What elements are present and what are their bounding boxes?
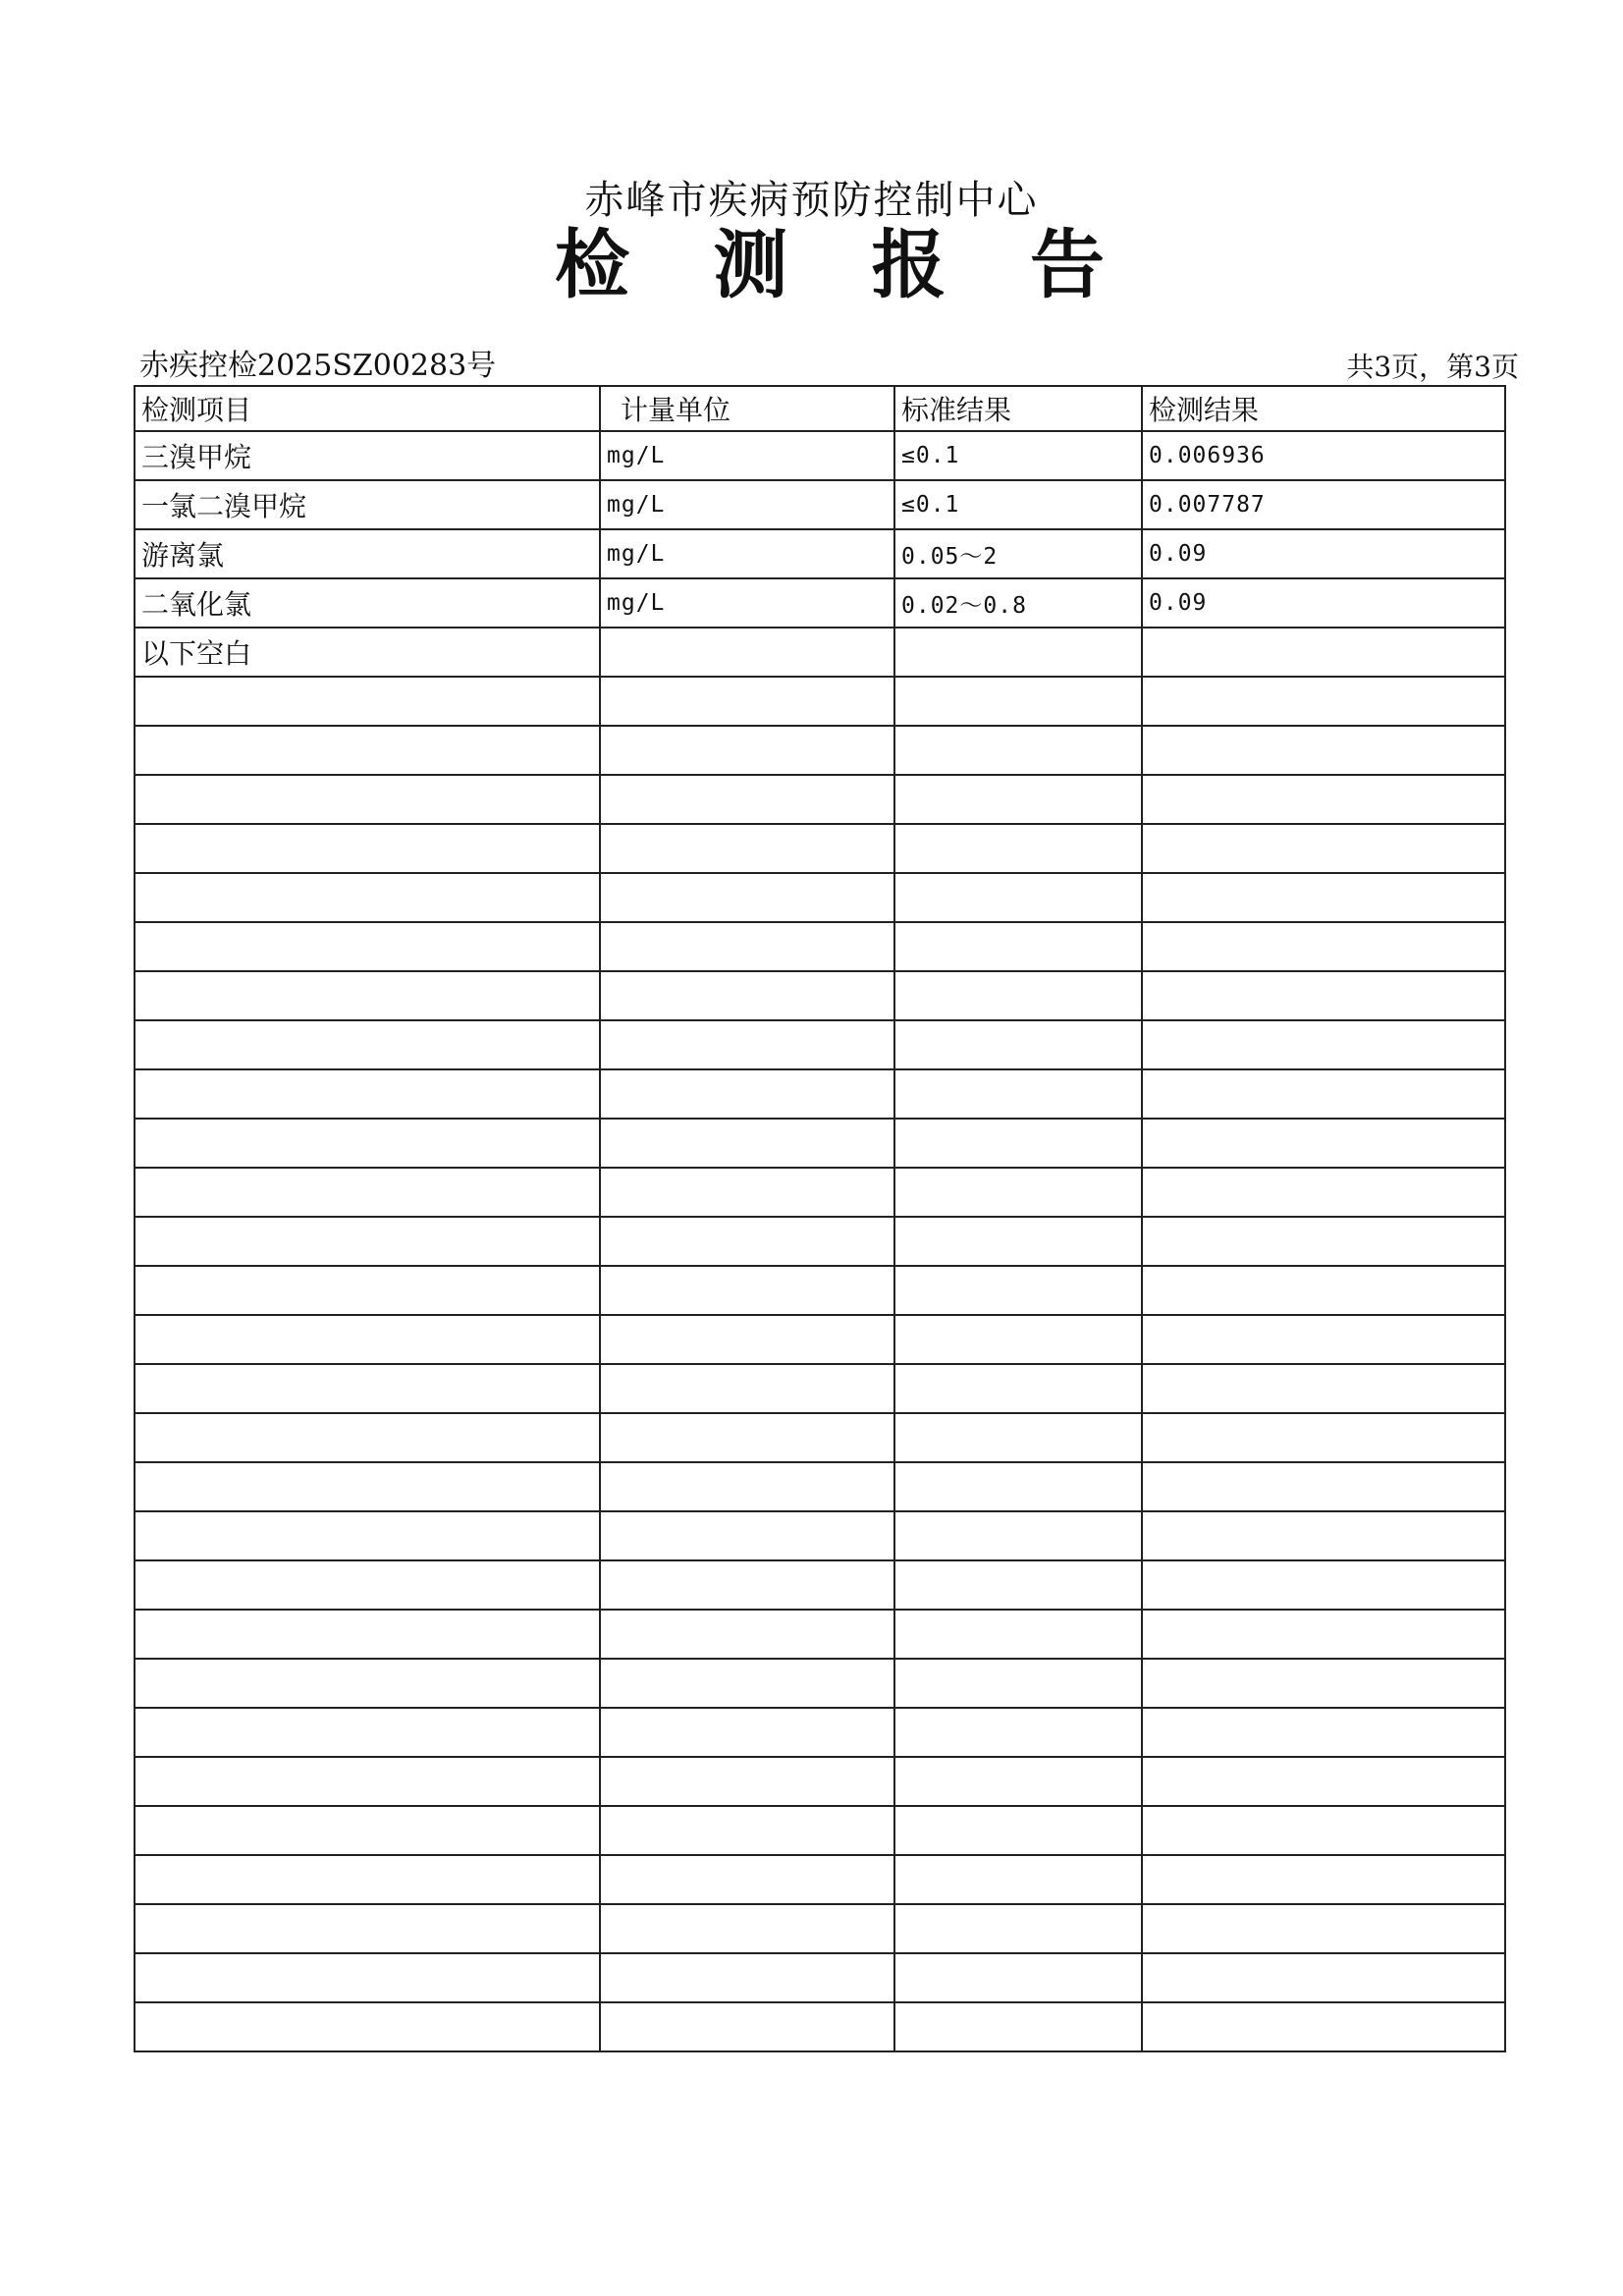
report-title-char: 检 — [555, 221, 629, 308]
empty-cell — [135, 1069, 600, 1119]
empty-cell — [894, 1020, 1142, 1069]
table-row — [135, 578, 1505, 628]
cell-unit: mg/L — [600, 480, 894, 529]
empty-cell — [1142, 1610, 1505, 1659]
empty-cell — [600, 1266, 894, 1315]
empty-row — [135, 873, 1505, 922]
cell-item: 三溴甲烷 — [135, 431, 600, 480]
empty-cell — [1142, 1953, 1505, 2002]
empty-cell — [600, 1511, 894, 1560]
empty-cell — [135, 1757, 600, 1806]
empty-cell — [135, 1413, 600, 1462]
empty-cell — [135, 1217, 600, 1266]
empty-cell — [135, 2002, 600, 2051]
empty-cell — [894, 1069, 1142, 1119]
cell-result: 0.006936 — [1142, 431, 1505, 480]
empty-cell — [135, 1806, 600, 1855]
empty-row — [135, 1266, 1505, 1315]
empty-cell — [135, 1315, 600, 1364]
empty-row — [135, 775, 1505, 824]
empty-cell — [600, 1069, 894, 1119]
blank-note-row — [135, 628, 1505, 677]
empty-cell — [1142, 1217, 1505, 1266]
cell-result: 0.007787 — [1142, 480, 1505, 529]
empty-row — [135, 1462, 1505, 1511]
empty-cell — [135, 1855, 600, 1904]
empty-cell — [1142, 775, 1505, 824]
empty-cell — [1142, 1511, 1505, 1560]
empty-cell — [135, 1904, 600, 1953]
results-table — [134, 385, 1506, 2052]
empty-cell — [1142, 873, 1505, 922]
empty-row — [135, 971, 1505, 1020]
empty-cell — [600, 922, 894, 971]
empty-cell — [135, 1462, 600, 1511]
empty-cell — [1142, 1266, 1505, 1315]
empty-cell — [894, 1462, 1142, 1511]
empty-row — [135, 1020, 1505, 1069]
empty-cell — [1142, 1806, 1505, 1855]
table-row — [135, 480, 1505, 529]
report-title-char: 告 — [1029, 221, 1105, 308]
empty-row — [135, 1659, 1505, 1708]
organization-name: 赤峰市疾病预防控制中心 — [584, 178, 1039, 223]
empty-cell — [894, 1560, 1142, 1610]
empty-cell — [1142, 1659, 1505, 1708]
empty-row — [135, 1168, 1505, 1217]
empty-cell — [600, 1904, 894, 1953]
empty-cell — [600, 1020, 894, 1069]
empty-row — [135, 1413, 1505, 1462]
cell-result: 0.09 — [1142, 529, 1505, 578]
empty-cell — [1142, 1462, 1505, 1511]
table-header-row — [135, 386, 1505, 431]
empty-cell — [600, 971, 894, 1020]
empty-cell — [600, 1855, 894, 1904]
empty-row — [135, 824, 1505, 873]
empty-cell — [135, 1610, 600, 1659]
empty-cell — [600, 1806, 894, 1855]
cell-standard: 0.02～0.8 — [894, 578, 1142, 628]
empty-cell — [894, 1315, 1142, 1364]
empty-row — [135, 1806, 1505, 1855]
empty-cell — [1142, 1708, 1505, 1757]
empty-cell — [135, 1168, 600, 1217]
page-indicator: 共3页，第3页 — [1346, 351, 1519, 383]
empty-cell — [1142, 1904, 1505, 1953]
empty-row — [135, 677, 1505, 726]
empty-cell — [894, 1855, 1142, 1904]
empty-cell — [894, 1659, 1142, 1708]
empty-cell — [135, 1020, 600, 1069]
empty-cell — [894, 1757, 1142, 1806]
empty-cell — [894, 1168, 1142, 1217]
cell-result: 0.09 — [1142, 578, 1505, 628]
cell-unit: mg/L — [600, 529, 894, 578]
empty-cell — [1142, 824, 1505, 873]
empty-cell — [894, 775, 1142, 824]
column-header-unit: 计量单位 — [600, 386, 894, 431]
table-row — [135, 431, 1505, 480]
empty-cell — [1142, 1168, 1505, 1217]
empty-cell — [600, 1953, 894, 2002]
empty-row — [135, 2002, 1505, 2051]
empty-cell — [1142, 2002, 1505, 2051]
empty-cell — [135, 971, 600, 1020]
empty-cell — [894, 971, 1142, 1020]
empty-cell — [894, 1364, 1142, 1413]
empty-cell — [600, 2002, 894, 2051]
empty-row — [135, 1904, 1505, 1953]
empty-cell — [600, 1413, 894, 1462]
empty-row — [135, 1217, 1505, 1266]
empty-cell — [600, 1462, 894, 1511]
empty-row — [135, 1953, 1505, 2002]
empty-cell — [894, 677, 1142, 726]
empty-cell — [135, 824, 600, 873]
table-body — [135, 431, 1505, 2051]
empty-cell — [1142, 1364, 1505, 1413]
empty-cell — [600, 1168, 894, 1217]
empty-row — [135, 922, 1505, 971]
empty-row — [135, 726, 1505, 775]
empty-cell — [600, 677, 894, 726]
empty-cell — [1142, 726, 1505, 775]
empty-cell — [135, 775, 600, 824]
empty-row — [135, 1610, 1505, 1659]
cell-item: 游离氯 — [135, 529, 600, 578]
empty-cell — [894, 922, 1142, 971]
empty-cell — [894, 1217, 1142, 1266]
report-title — [555, 221, 1105, 308]
empty-cell — [135, 1953, 600, 2002]
empty-cell — [894, 824, 1142, 873]
column-header-result: 检测结果 — [1142, 386, 1505, 431]
empty-cell — [894, 2002, 1142, 2051]
empty-cell — [600, 1217, 894, 1266]
empty-cell — [135, 1266, 600, 1315]
column-header-standard: 标准结果 — [894, 386, 1142, 431]
empty-cell — [894, 1266, 1142, 1315]
empty-row — [135, 1315, 1505, 1364]
empty-cell — [600, 775, 894, 824]
cell-unit: mg/L — [600, 431, 894, 480]
empty-row — [135, 1511, 1505, 1560]
empty-cell — [1142, 1119, 1505, 1168]
empty-row — [135, 1757, 1505, 1806]
empty-cell — [135, 1708, 600, 1757]
empty-cell — [600, 1757, 894, 1806]
empty-cell — [894, 1904, 1142, 1953]
empty-cell — [135, 1659, 600, 1708]
empty-row — [135, 1119, 1505, 1168]
blank-note: 以下空白 — [135, 628, 600, 677]
empty-cell — [1142, 628, 1505, 677]
cell-unit: mg/L — [600, 578, 894, 628]
empty-cell — [894, 1806, 1142, 1855]
empty-cell — [135, 1364, 600, 1413]
empty-cell — [600, 1708, 894, 1757]
empty-cell — [894, 873, 1142, 922]
cell-item: 一氯二溴甲烷 — [135, 480, 600, 529]
empty-cell — [135, 1119, 600, 1168]
empty-cell — [135, 873, 600, 922]
empty-cell — [1142, 1855, 1505, 1904]
empty-cell — [600, 1119, 894, 1168]
empty-cell — [894, 1610, 1142, 1659]
empty-row — [135, 1560, 1505, 1610]
empty-cell — [1142, 1315, 1505, 1364]
empty-cell — [135, 677, 600, 726]
empty-cell — [894, 1119, 1142, 1168]
empty-cell — [1142, 922, 1505, 971]
cell-item: 二氧化氯 — [135, 578, 600, 628]
empty-cell — [894, 1953, 1142, 2002]
empty-cell — [1142, 1020, 1505, 1069]
empty-row — [135, 1069, 1505, 1119]
empty-cell — [1142, 1413, 1505, 1462]
document-number: 赤疾控检2025SZ00283号 — [139, 349, 497, 383]
table-row — [135, 529, 1505, 578]
empty-cell — [600, 1315, 894, 1364]
empty-cell — [135, 1511, 600, 1560]
cell-standard: ≤0.1 — [894, 480, 1142, 529]
empty-row — [135, 1708, 1505, 1757]
empty-cell — [1142, 677, 1505, 726]
cell-standard: ≤0.1 — [894, 431, 1142, 480]
empty-cell — [894, 1413, 1142, 1462]
empty-cell — [600, 1560, 894, 1610]
empty-cell — [1142, 971, 1505, 1020]
empty-cell — [135, 726, 600, 775]
report-title-char: 测 — [713, 221, 788, 308]
cell-standard: 0.05～2 — [894, 529, 1142, 578]
report-title-char: 报 — [871, 221, 947, 308]
empty-cell — [600, 873, 894, 922]
empty-cell — [600, 824, 894, 873]
empty-cell — [600, 628, 894, 677]
empty-cell — [894, 1708, 1142, 1757]
empty-cell — [1142, 1560, 1505, 1610]
empty-cell — [894, 1511, 1142, 1560]
empty-cell — [1142, 1069, 1505, 1119]
empty-cell — [894, 628, 1142, 677]
empty-cell — [600, 1659, 894, 1708]
empty-cell — [135, 1560, 600, 1610]
empty-cell — [600, 1610, 894, 1659]
empty-row — [135, 1364, 1505, 1413]
empty-cell — [600, 726, 894, 775]
empty-cell — [1142, 1757, 1505, 1806]
column-header-item: 检测项目 — [135, 386, 600, 431]
empty-cell — [135, 922, 600, 971]
empty-cell — [600, 1364, 894, 1413]
empty-row — [135, 1855, 1505, 1904]
empty-cell — [894, 726, 1142, 775]
